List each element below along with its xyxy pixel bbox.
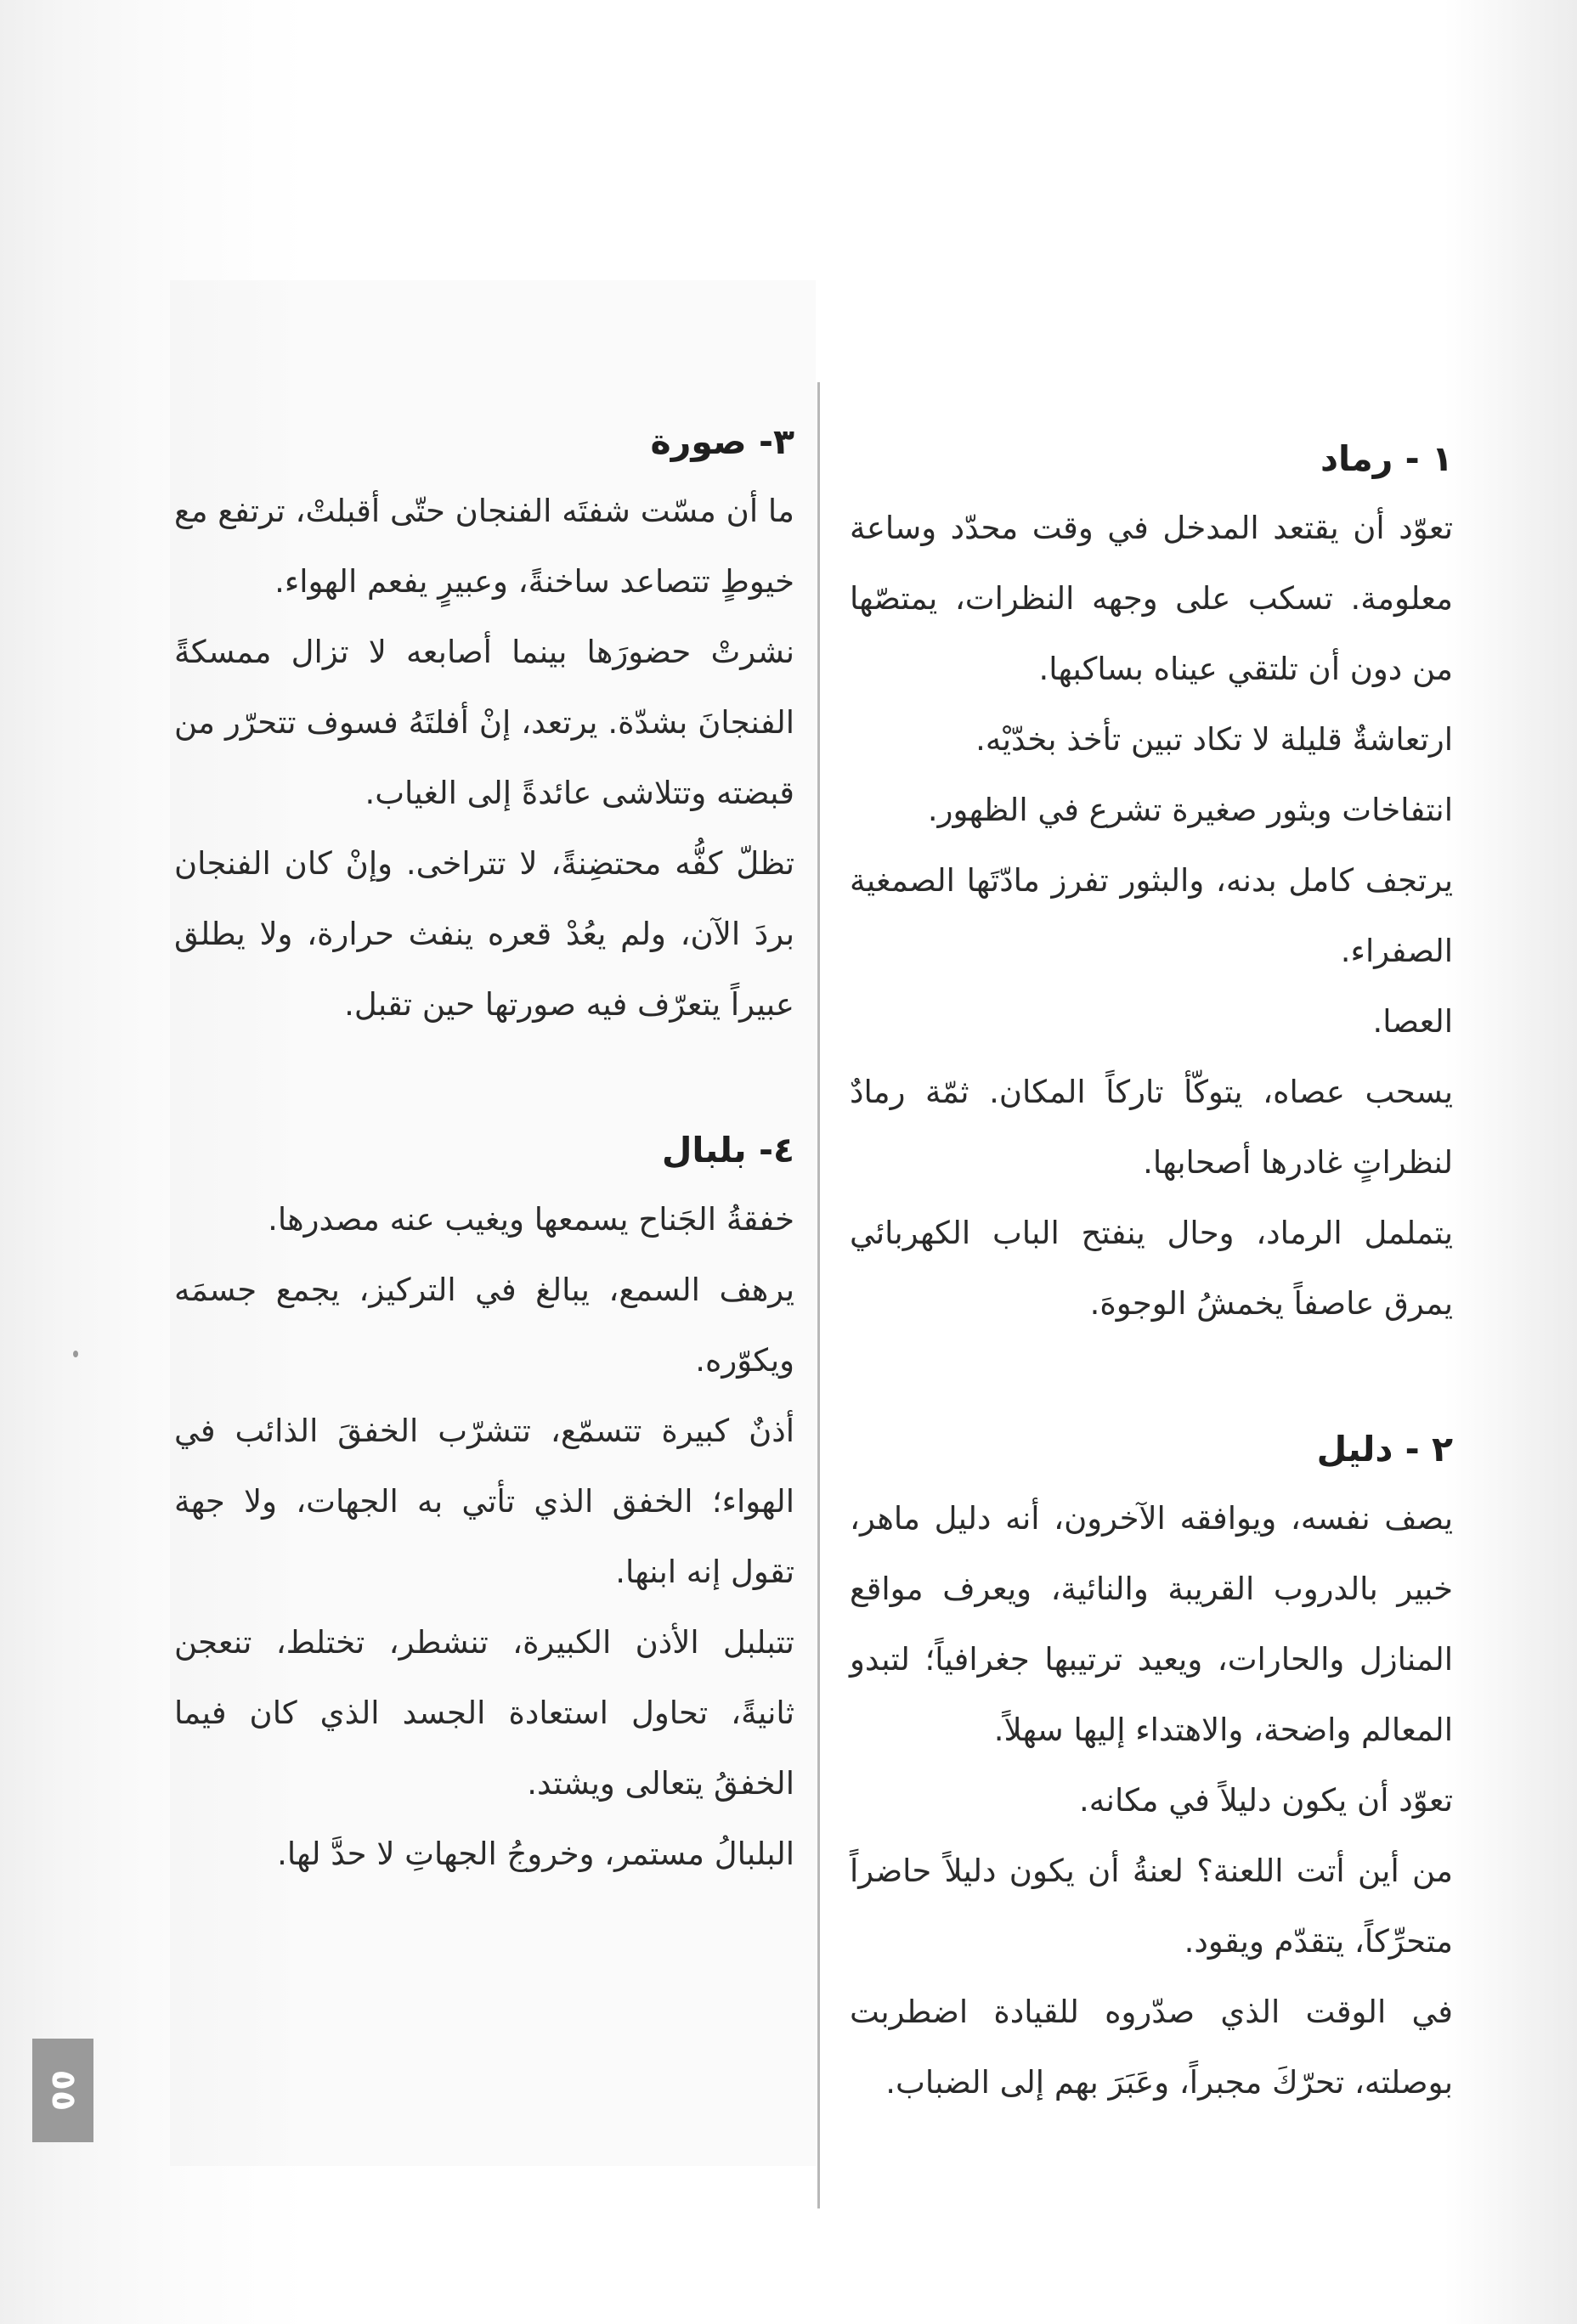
section-picture: [174, 408, 794, 1040]
paragraph: تظلّ كفُّه محتضِنةً، لا تتراخى. وإنْ كان الفنجان بردَ الآن، ولم يعُدْ قعره ينفث حرارة، ولا يطلق عبيراً يتعرّف فيه صورتها حين تقبل.: [174, 845, 794, 1023]
section-gap: [174, 1040, 794, 1116]
paragraph: خفقةُ الجَناح يسمعها ويغيب عنه مصدرها.: [268, 1201, 794, 1238]
column-divider: [817, 382, 820, 2208]
section-ashes: [850, 425, 1453, 1339]
section-guide: [850, 1415, 1453, 2118]
paragraph: ارتعاشةٌ قليلة لا تكاد تبين تأخذ بخدّيْه.: [975, 721, 1453, 758]
paragraph: العصا.: [1372, 1003, 1453, 1040]
paragraph: من أين أتت اللعنة؟ لعنةُ أن يكون دليلاً حاضراً متحرِّكاً، يتقدّم ويقود.: [850, 1853, 1453, 1960]
right-column: [850, 425, 1453, 2118]
section-title: ٣- صورة: [650, 421, 794, 462]
paragraph: نشرتْ حضورَها بينما أصابعه لا تزال ممسكةً الفنجانَ بشدّة. يرتعد، إنْ أفلتَهُ فسوف تتحرّر من قبضته وتتلاشى عائدةً إلى الغياب.: [174, 634, 794, 811]
paragraph: تتبلبل الأذن الكبيرة، تنشطر، تختلط، تنعجن ثانيةً، تحاول استعادة الجسد الذي كان فيما الخفقُ يتعالى ويشتد.: [174, 1624, 794, 1802]
paragraph: ما أن مسّت شفتَه الفنجان حتّى أقبلتْ، ترتفع مع خيوطٍ تتصاعد ساخنةً، وعبيرٍ يفعم الهواء.: [174, 493, 794, 600]
section-title: ٢ - دليل: [1316, 1429, 1453, 1469]
paragraph: يسحب عصاه، يتوكّأ تاركاً المكان. ثمّة رمادٌ لنظراتٍ غادرها أصحابها.: [850, 1074, 1453, 1181]
section-title: ٤- بلبال: [661, 1130, 794, 1170]
paragraph: تعوّد أن يقتعد المدخل في وقت محدّد وساعة معلومة. تسكب على وجهه النظرات، يمتصّها من دون أن تلتقي عيناه بساكبها.: [850, 510, 1453, 687]
paragraph: يصف نفسه، ويوافقه الآخرون، أنه دليل ماهر، خبير بالدروب القريبة والنائية، ويعرف مواقع المنازل والحارات، ويعيد ترتيبها جغرافياً؛ لتبدو المعالم واضحة، والاهتداء إليها سهلاً.: [850, 1500, 1453, 1748]
section-confusion: [174, 1116, 794, 1889]
paragraph: يرتجف كامل بدنه، والبثور تفرز مادّتَها الصمغية الصفراء.: [850, 862, 1453, 969]
paper-speck: [73, 1351, 78, 1357]
paragraph: انتفاخات وبثور صغيرة تشرع في الظهور.: [927, 792, 1453, 828]
paragraph: أذنٌ كبيرة تتسمّع، تتشرّب الخفقَ الذائب في الهواء؛ الخفق الذي تأتي به الجهات، ولا جهة تقول إنه ابنها.: [174, 1413, 794, 1590]
section-title: ١ - رماد: [1320, 438, 1453, 479]
page-number: ٥٥: [43, 2069, 83, 2112]
paragraph: في الوقت الذي صدّروه للقيادة اضطربت بوصلته، تحرّكَ مجبراً، وعَبَرَ بهم إلى الضباب.: [850, 1994, 1453, 2101]
paragraph: البلبالُ مستمر، وخروجُ الجهاتِ لا حدَّ لها.: [277, 1836, 794, 1872]
paragraph: يتململ الرماد، وحال ينفتح الباب الكهربائي يمرق عاصفاً يخمشُ الوجوهَ.: [850, 1215, 1453, 1322]
paragraph: تعوّد أن يكون دليلاً في مكانه.: [1079, 1782, 1453, 1819]
paragraph: يرهف السمع، يبالغ في التركيز، يجمع جسمَه ويكوّره.: [174, 1272, 794, 1379]
page-number-tab: [32, 2039, 93, 2142]
section-gap: [850, 1339, 1453, 1415]
left-column: [174, 408, 794, 1889]
